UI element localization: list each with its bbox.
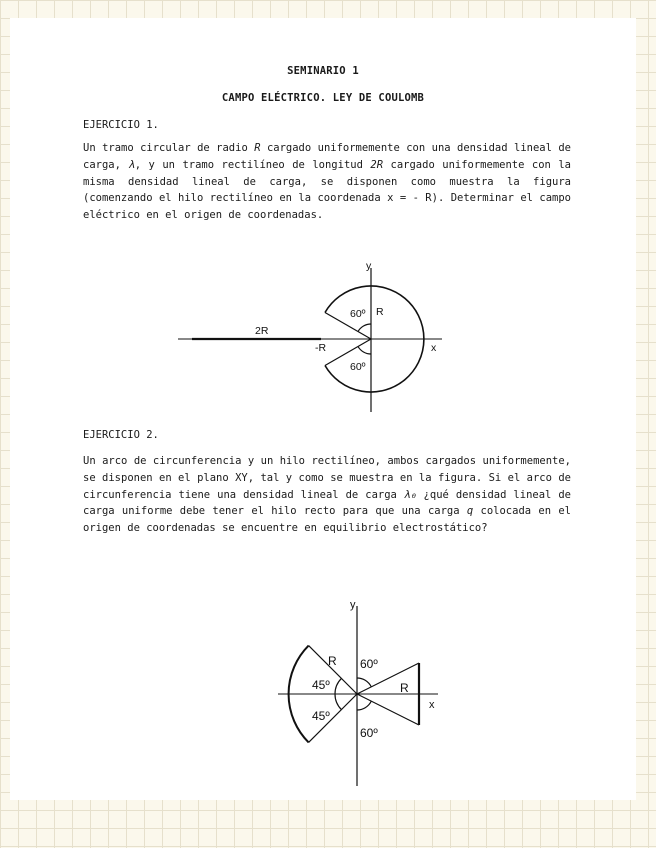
- fig2-y-label: y: [350, 599, 356, 611]
- fig2-angle-marker-bottom-right: [357, 701, 371, 710]
- fig1-x-label: x: [431, 342, 437, 354]
- fig2-angle-label-top-right: 60º: [360, 657, 378, 671]
- fig1-angle-label-top: 60º: [350, 308, 366, 320]
- text-run: , y un tramo rectilíneo de longitud: [134, 158, 371, 171]
- fig2-angle-label-bottom-right: 60º: [360, 726, 378, 740]
- text-run-italic: λ: [128, 158, 135, 171]
- document-title: SEMINARIO 1: [287, 65, 359, 77]
- text-run-italic: q: [466, 505, 474, 518]
- fig2-angle-label-upper-left: 45º: [312, 678, 330, 692]
- exercise-1-heading: EJERCICIO 1.: [83, 119, 159, 131]
- document-subtitle: CAMPO ELÉCTRICO. LEY DE COULOMB: [221, 92, 425, 104]
- document-page: [10, 18, 636, 800]
- fig2-triangle-side-lower: [357, 694, 419, 725]
- fig1-y-label: y: [366, 260, 372, 272]
- fig1-minus-r-label: -R: [315, 342, 327, 354]
- fig2-triangle-radius-label: R: [400, 681, 409, 695]
- fig1-radius-label: R: [376, 306, 384, 318]
- text-run: Un tramo circular de radio: [83, 142, 255, 154]
- exercise-2-heading: EJERCICIO 2.: [83, 429, 159, 441]
- text-run: ¿qué densidad lineal de carga uniforme debe tener el hilo recto para que una carga: [83, 488, 572, 518]
- fig2-angle-marker-lower-left: [335, 694, 341, 710]
- fig2-angle-label-lower-left: 45º: [312, 709, 330, 723]
- fig1-length-label: 2R: [255, 325, 269, 337]
- text-run-italic: R: [254, 142, 261, 154]
- text-run-italic: λ₀: [403, 488, 417, 501]
- text-run: cargado uniformemente con la misma densidad lineal de carga, se disponen como muestra la figura (comenzando el hilo rectilíneo en la coordenada x = - R). Determinar el campo eléctrico en el origen de coordenadas.: [83, 158, 571, 222]
- figure-2: [10, 18, 636, 800]
- fig1-angle-label-bottom: 60º: [350, 361, 366, 373]
- text-run: colocada en el origen de coordenadas se encuentre en equilibrio electrostático?: [83, 505, 571, 535]
- fig2-angle-marker-upper-left: [335, 678, 341, 694]
- text-run: cargado uniformemente con una densidad lineal de carga,: [83, 142, 571, 171]
- fig2-angle-marker-top-right: [357, 678, 371, 687]
- fig2-arc-radius-label: R: [328, 654, 337, 668]
- text-run: Un arco de circunferencia y un hilo rectilíneo, ambos cargados uniformemente, se disponen en el plano XY, tal y como se muestra en la figura. Si el arco de circunferencia tiene una densidad lineal de carga: [83, 455, 571, 501]
- text-run-italic: 2R: [370, 158, 384, 171]
- fig2-x-label: x: [429, 699, 435, 711]
